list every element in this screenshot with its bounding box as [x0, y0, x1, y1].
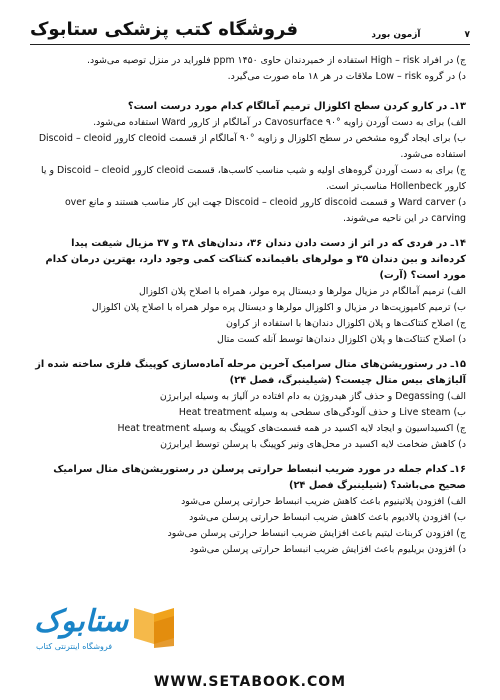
header-meta	[371, 30, 470, 40]
question-content	[34, 53, 466, 558]
question-text: ۱۳ـ در کارو کردن سطح اکلوزال ترمیم آمالگام کدام مورد درست است؟	[127, 101, 466, 112]
answer-option: ب) افزودن پالادیوم باعث کاهش ضریب انبساط حرارتی پرسلن می‌شود	[189, 512, 466, 523]
footer-url[interactable]: WWW.SETABOOK.COM	[153, 674, 347, 690]
question-text: ۱۴ـ در فردی که در اثر از دست دادن دندان ۳۶، دندان‌های ۳۸ و ۳۷ مزیال شیفت پیدا کرده‌اند و بین دندان ۳۵ و مولرهای باقیمانده کنتاکت کمی وجود دارد، بهترین درمان کدام مورد است؟ (آرت)	[45, 238, 466, 281]
answer-option: ب) برای ایجاد گروه مشخص در سطح اکلوزال و زاویه °۹۰ آمالگام از قسمت cleoid کارور Discoid – cleoid استفاده می‌شود.	[38, 133, 466, 160]
answer-option: ب) ترمیم کامپوزیت‌ها در مزیال و اکلوزال مولرها و دیستال پره مولر همراه با اصلاح پلان اکلوزال	[91, 302, 466, 313]
answer-option: ب) Live steam و حذف آلودگی‌های سطحی به وسیله Heat treatment	[178, 407, 466, 418]
answer-option: ج) برای به دست آوردن گروه‌های اولیه و شیب مناسب کاسب‌ها، قسمت cleoid کارور Discoid – cleoid و یا کارور Hollenbeck مناسب‌تر است.	[41, 165, 466, 192]
logo-word: ستابوک	[34, 604, 129, 639]
open-book-icon	[132, 608, 176, 648]
page-number: ۷	[464, 30, 470, 40]
answer-option: د) Ward carver و قسمت discoid کارور Discoid – cleoid جهت این کار مناسب هستند و مانع over carving در این ناحیه می‌شوند.	[64, 197, 466, 224]
question-text: ۱۶ـ کدام جمله در مورد ضریب انبساط حرارتی پرسلن در رستوریشن‌های متال سرامیک صحیح می‌باشد؟ (شیلینبرگ فصل ۲۴)	[53, 464, 466, 491]
answer-option: د) اصلاح کنتاکت‌ها و پلان اکلوزال دندان‌ها توسط آنله کست متال	[217, 334, 466, 345]
answer-option: الف) Degassing و حذف گاز هیدروژن به دام افتاده در آلیاژ به وسیله ایرابرژن	[159, 391, 466, 402]
store-title: فروشگاه کتب پزشکی ستابوک	[30, 19, 299, 40]
answer-option: د) کاهش ضخامت لایه اکسید در محل‌های ونیر کوپینگ با پرسلن توسط ایرابرژن	[160, 439, 466, 450]
question-text: ۱۵ـ در رستوریشن‌های متال سرامیک آخرین مرحله آماده‌سازی کوپینگ فلزی ساخته شده از آلیاژهای بیس متال چیست؟ (شیلینبرگ، فصل ۲۴)	[35, 359, 466, 386]
logo-subtitle: فروشگاه اینترنتی کتاب	[36, 642, 113, 651]
answer-option: ج) اصلاح کنتاکت‌ها و پلان اکلوزال دندان‌ها با استفاده از کراون	[226, 318, 466, 329]
answer-option: ج) اکسیداسیون و ایجاد لایه اکسید در همه قسمت‌های کوپینگ به وسیله Heat treatment	[117, 423, 466, 434]
exam-label: آزمون بورد	[371, 30, 421, 40]
answer-option: الف) ترمیم آمالگام در مزیال مولرها و دیستال پره مولر، همراه با اصلاح پلان اکلوزال	[138, 286, 466, 297]
answer-option: ج) در افراد High – risk استفاده از خمیردندان حاوی ppm ۱۴۵۰ فلوراید در منزل توصیه می‌شود.	[87, 55, 466, 66]
page-header	[30, 14, 470, 40]
setabook-logo[interactable]	[34, 604, 184, 656]
answer-option: الف) برای به دست آوردن زاویه °۹۰ Cavosurface در آمالگام از کارور Ward استفاده می‌شود.	[93, 117, 466, 128]
answer-option: الف) افزودن پلاتینیوم باعث کاهش ضریب انبساط حرارتی پرسلن می‌شود	[181, 496, 466, 507]
header-divider	[30, 44, 470, 45]
answer-option: د) در گروه Low – risk ملاقات در هر ۱۸ ماه صورت می‌گیرد.	[227, 71, 466, 82]
answer-option: د) افزودن بریلیوم باعث افزایش ضریب انبساط حرارتی پرسلن می‌شود	[189, 544, 466, 555]
answer-option: ج) افزودن کربنات لیتیم باعث افزایش ضریب انبساط حرارتی پرسلن می‌شود	[167, 528, 466, 539]
